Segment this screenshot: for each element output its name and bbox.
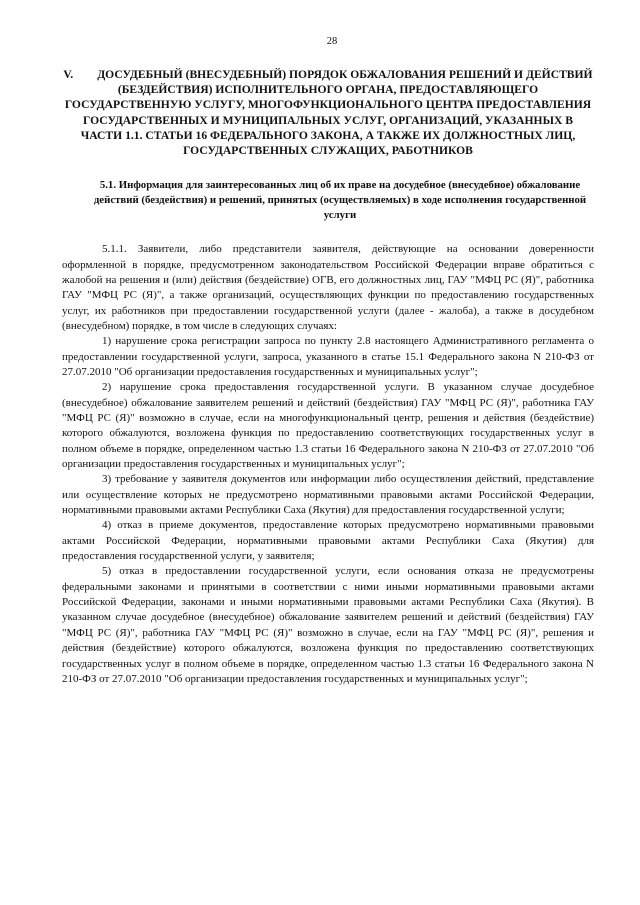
chapter-heading: [62, 67, 594, 158]
body-text: [62, 242, 594, 687]
list-item-4: 4) отказ в приеме документов, предоставление которых предусмотрено нормативными правовыми актами Российской Федерации, нормативными правовыми актами Республики Саха (Якутия) для предоставления государственной услуги, у заявителя;: [62, 519, 594, 563]
list-item-5: 5) отказ в предоставлении государственной услуги, если основания отказа не предусмотрены федеральными законами и принятыми в соответствии с ними иными нормативными правовыми актами Российской Федерации, законами и иными нормативными правовыми актами Республики Саха (Якутия). В указанном случае досудебное (внесудебное) обжалование заявителем решений и действий (бездействия) ГАУ "МФЦ РС (Я)", работника ГАУ "МФЦ РС (Я)" возможно в случае, если на ГАУ "МФЦ РС (Я)", решения и действия (бездействие) которого обжалуются, возложена функция по предоставлению соответствующих государственных услуг в полном объеме в порядке, определенном частью 1.3 статьи 16 Федерального закона N 210-ФЗ от 27.07.2010 "Об организации предоставления государственных и муниципальных услуг";: [62, 565, 594, 685]
list-item-3: 3) требование у заявителя документов или информации либо осуществления действий, представление или осуществление которых не предусмотрено нормативными правовыми актами Российской Федерации, нормативными правовыми актами Республики Саха (Якутия) для предоставления государственной услуги;: [62, 473, 594, 517]
chapter-title: ДОСУДЕБНЫЙ (ВНЕСУДЕБНЫЙ) ПОРЯДОК ОБЖАЛОВАНИЯ РЕШЕНИЙ И ДЕЙСТВИЙ (БЕЗДЕЙСТВИЯ) ИСПОЛНИТЕЛЬНОГО ОРГАНА, ПРЕДОСТАВЛЯЮЩЕГО ГОСУДАРСТВЕННУЮ УСЛУГУ, МНОГОФУНКЦИОНАЛЬНОГО ЦЕНТРА ПРЕДОСТАВЛЕНИЯ ГОСУДАРСТВЕННЫХ И МУНИЦИПАЛЬНЫХ УСЛУГ, ОРГАНИЗАЦИЙ, УКАЗАННЫХ В ЧАСТИ 1.1. СТАТЬИ 16 ФЕДЕРАЛЬНОГО ЗАКОНА, А ТАКЖЕ ИХ ДОЛЖНОСТНЫХ ЛИЦ, ГОСУДАРСТВЕННЫХ СЛУЖАЩИХ, РАБОТНИКОВ: [64, 68, 593, 158]
page-number: 28: [326, 36, 338, 47]
chapter-number: V.: [63, 68, 74, 81]
paragraph-5-1-1: 5.1.1. Заявители, либо представители заявителя, действующие на основании доверенности оформленной в порядке, предусмотренном законодательством Российской Федерации вправе обратиться с жалобой на решения и (или) действия (бездействие) ОГВ, его должностных лиц, ГАУ "МФЦ РС (Я)", работника ГАУ "МФЦ РС (Я)", а также организаций, осуществляющих функции по предоставлению государственных услуг, их работников при предоставлении государственной услуги (далее - жалоба), а также в досудебном (внесудебном) порядке, в том числе в следующих случаях:: [62, 243, 594, 332]
section-heading: 5.1. Информация для заинтересованных лиц об их праве на досудебное (внесудебное) обжалование действий (бездействия) и решений, принятых (осуществляемых) в ходе исполнения государственной услуги: [93, 179, 587, 222]
list-item-2: 2) нарушение срока предоставления государственной услуги. В указанном случае досудебное (внесудебное) обжалование заявителем решений и действий (бездействия) ГАУ "МФЦ РС (Я)", работника ГАУ "МФЦ РС (Я)" возможно в случае, если на многофункциональный центр, решения и действия (бездействие) которого обжалуются, возложена функция по предоставлению соответствующих государственных услуг в полном объеме в порядке, определенном частью 1.3 статьи 16 Федерального закона N 210-ФЗ от 27.07.2010 "Об организации предоставления государственных и муниципальных услуг";: [62, 381, 594, 471]
list-item-1: 1) нарушение срока регистрации запроса по пункту 2.8 настоящего Административного регламента о предоставлении государственной услуги, запроса, указанного в статье 15.1 Федерального закона N 210-ФЗ от 27.07.2010 "Об организации предоставления государственных и муниципальных услуг";: [62, 335, 594, 378]
